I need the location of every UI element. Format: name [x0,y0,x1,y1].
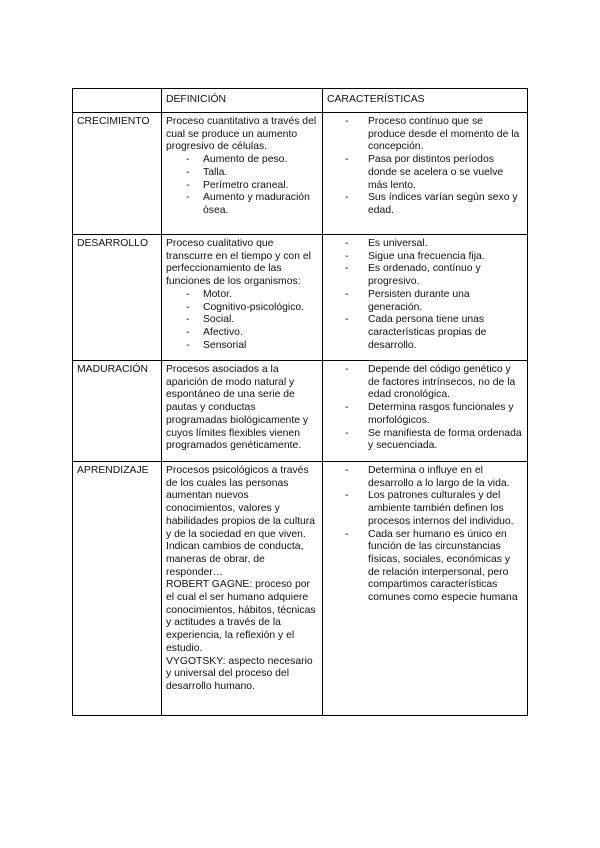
list-item: - Se manifiesta de forma ordenada y secuenciada. [345,428,523,453]
term-label: APRENDIZAJE [77,465,149,476]
list-item: - Es universal. [345,238,523,251]
list-item: - Aumento de peso. [186,154,318,167]
list-item: - Sigue una frecuencia fija. [345,251,523,264]
characteristics-cell [323,113,528,235]
list-item: - Sus índices varían según sexo y edad. [345,192,523,217]
list-item: - Aumento y maduración ósea. [186,192,318,217]
term-cell [73,235,162,361]
table-row [73,113,528,235]
characteristics-list [327,238,523,352]
list-item: - Pasa por distintos períodos donde se acelera o se vuelve más lento. [345,154,523,192]
definition-text: Procesos psicológicos a través de los cuales las personas aumentan nuevos conocimientos, valores y habilidades propios de la cultura y de la sociedad en que viven. Indican cambios de conducta, maneras de obrar, de responder… [166,465,316,578]
definition-text-vygotsky: VYGOTSKY: aspecto necesario y universal del proceso del desarrollo humano. [166,655,313,692]
list-item: - Motor. [186,289,318,302]
table-row [73,462,528,716]
list-item: - Determina rasgos funcionales y morfológicos. [345,402,523,427]
definition-text: Procesos asociados a la aparición de modo natural y espontáneo de una serie de pautas y conductas programadas biológicamente y cuyos límites flexibles vienen programados genéticamente. [166,364,309,452]
list-item: - Depende del código genético y de factores intrínsecos, no de la edad cronológica. [345,364,523,402]
term-label: DESARROLLO [77,238,149,249]
characteristics-cell [323,361,528,462]
list-item: - Determina o influye en el desarrollo a lo largo de la vida. [345,465,523,490]
list-item: - Cognitivo-psicológico. [186,302,318,315]
list-item: - Los patrones culturales y del ambiente también definen los procesos internos del individuo. [345,490,523,528]
definition-text: Proceso cuantitativo a través del cual se produce un aumento progresivo de células. [166,116,317,153]
definition-cell [162,235,323,361]
header-row [73,89,528,113]
header-cell-characteristics: CARACTERÍSTICAS [323,89,528,113]
list-item: - Cada persona tiene unas características propias de desarrollo. [345,314,523,352]
comparison-table [72,88,528,716]
table-row [73,361,528,462]
definition-cell [162,361,323,462]
list-item: - Cada ser humano es único en función de las circunstancias físicas, sociales, económicas y de relación interpersonal, pero compartimos características comunes como especie humana [345,529,523,605]
list-item: - Social. [186,314,318,327]
list-item: - Talla. [186,167,318,180]
definition-cell [162,113,323,235]
table-row [73,235,528,361]
characteristics-cell [323,462,528,716]
definition-list [166,154,318,218]
list-item: - Persisten durante una generación. [345,289,523,314]
list-item: - Afectivo. [186,327,318,340]
term-cell [73,361,162,462]
definition-cell [162,462,323,716]
term-cell [73,113,162,235]
header-cell-definition: DEFINICIÓN [162,89,323,113]
list-item: - Proceso contínuo que se produce desde el momento de la concepción. [345,116,523,154]
characteristics-list [327,364,523,453]
characteristics-list [327,465,523,605]
term-label: CRECIMIENTO [77,116,150,127]
header-cell-empty [73,89,162,113]
characteristics-cell [323,235,528,361]
definition-list [166,289,318,353]
term-cell [73,462,162,716]
characteristics-list [327,116,523,218]
list-item: - Perímetro craneal. [186,180,318,193]
list-item: - Es ordenado, contínuo y progresivo. [345,263,523,288]
definition-text: Proceso cualitativo que transcurre en el tiempo y con el perfeccionamiento de las funciones de los organismos: [166,238,311,288]
definition-text-gagne: ROBERT GAGNE: proceso por el cual el ser humano adquiere conocimientos, hábitos, técnicas y actitudes a través de la experiencia, la reflexión y el estudio. [166,579,316,654]
list-item: - Sensorial [186,340,318,353]
term-label: MADURACIÓN [77,364,149,375]
